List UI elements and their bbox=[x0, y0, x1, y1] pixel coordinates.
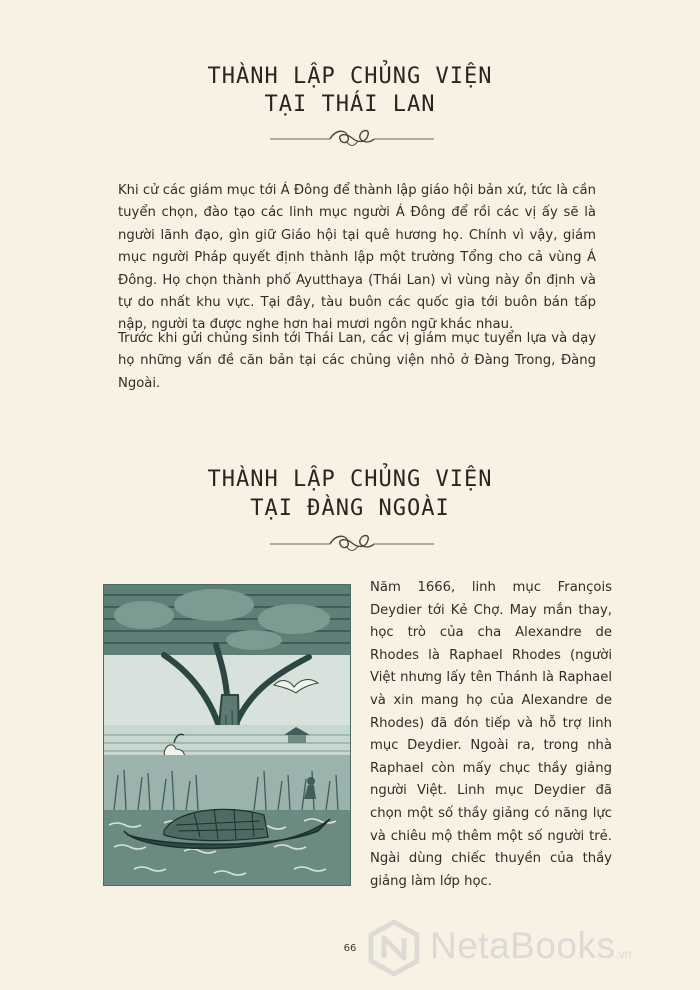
scroll-flourish-divider-icon bbox=[268, 530, 436, 556]
section-title-thailand-line2: TẠI THÁI LAN bbox=[264, 92, 436, 117]
watermark bbox=[366, 918, 696, 978]
netabooks-hexagon-logo-icon bbox=[366, 920, 422, 976]
paragraph-thailand-2: Trước khi gửi chủng sinh tới Thái Lan, các vị giám mục tuyển lựa và dạy họ những vấn đề căn bản tại các chủng viện nhỏ ở Đàng Trong, Đàng Ngoài. bbox=[118, 331, 596, 391]
section-title-thailand-line1: THÀNH LẬP CHỦNG VIỆN bbox=[207, 64, 493, 89]
section-title-dangngoai-line1: THÀNH LẬP CHỦNG VIỆN bbox=[207, 467, 493, 492]
watermark-brand: NetaBooks bbox=[430, 925, 616, 966]
watermark-text bbox=[430, 925, 632, 967]
paragraph-dangngoai: Năm 1666, linh mục François Deydier tới Kẻ Chợ. May mắn thay, học trò của cha Alexandre de Rhodes là Raphael Rhodes (người Việt nhưng lấy tên Thánh là Raphael và xin mang họ của Alexandre de Rhodes) đã đón tiếp và hỗ trợ linh mục Deydier. Ngoài ra, trong nhà Raphael còn mấy chục thầy giảng người Việt. Linh mục Deydier đã chọn một số thầy giảng có năng lực và chiêu mộ thêm một số người trẻ. Ngài dùng chiếc thuyền của thầy giảng làm lớp học. bbox=[370, 580, 612, 889]
page-number: 66 bbox=[343, 943, 357, 954]
scroll-flourish-divider-icon bbox=[268, 125, 436, 151]
watermark-suffix: .vn bbox=[615, 947, 632, 961]
section-title-dangngoai-line2: TẠI ĐÀNG NGOÀI bbox=[250, 496, 450, 521]
illustration-tree-boat bbox=[103, 584, 351, 886]
paragraph-thailand-1: Khi cử các giám mục tới Á Đông để thành lập giáo hội bản xứ, tức là cần tuyển chọn, đào tạo các linh mục người Á Đông để rồi các vị ấy sẽ là người lãnh đạo, gìn giữ Giáo hội tại quê hương họ. Chính vì vậy, giám mục người Pháp quyết định thành lập một trường Tổng cho cả vùng Á Đông. Họ chọn thành phố Ayutthaya (Thái Lan) vì vùng này ổn định và tự do nhất khu vực. Tại đây, tàu buôn các quốc gia tới buôn bán tấp nập, người ta được nghe hơn hai mươi ngôn ngữ khác nhau. bbox=[118, 183, 596, 333]
